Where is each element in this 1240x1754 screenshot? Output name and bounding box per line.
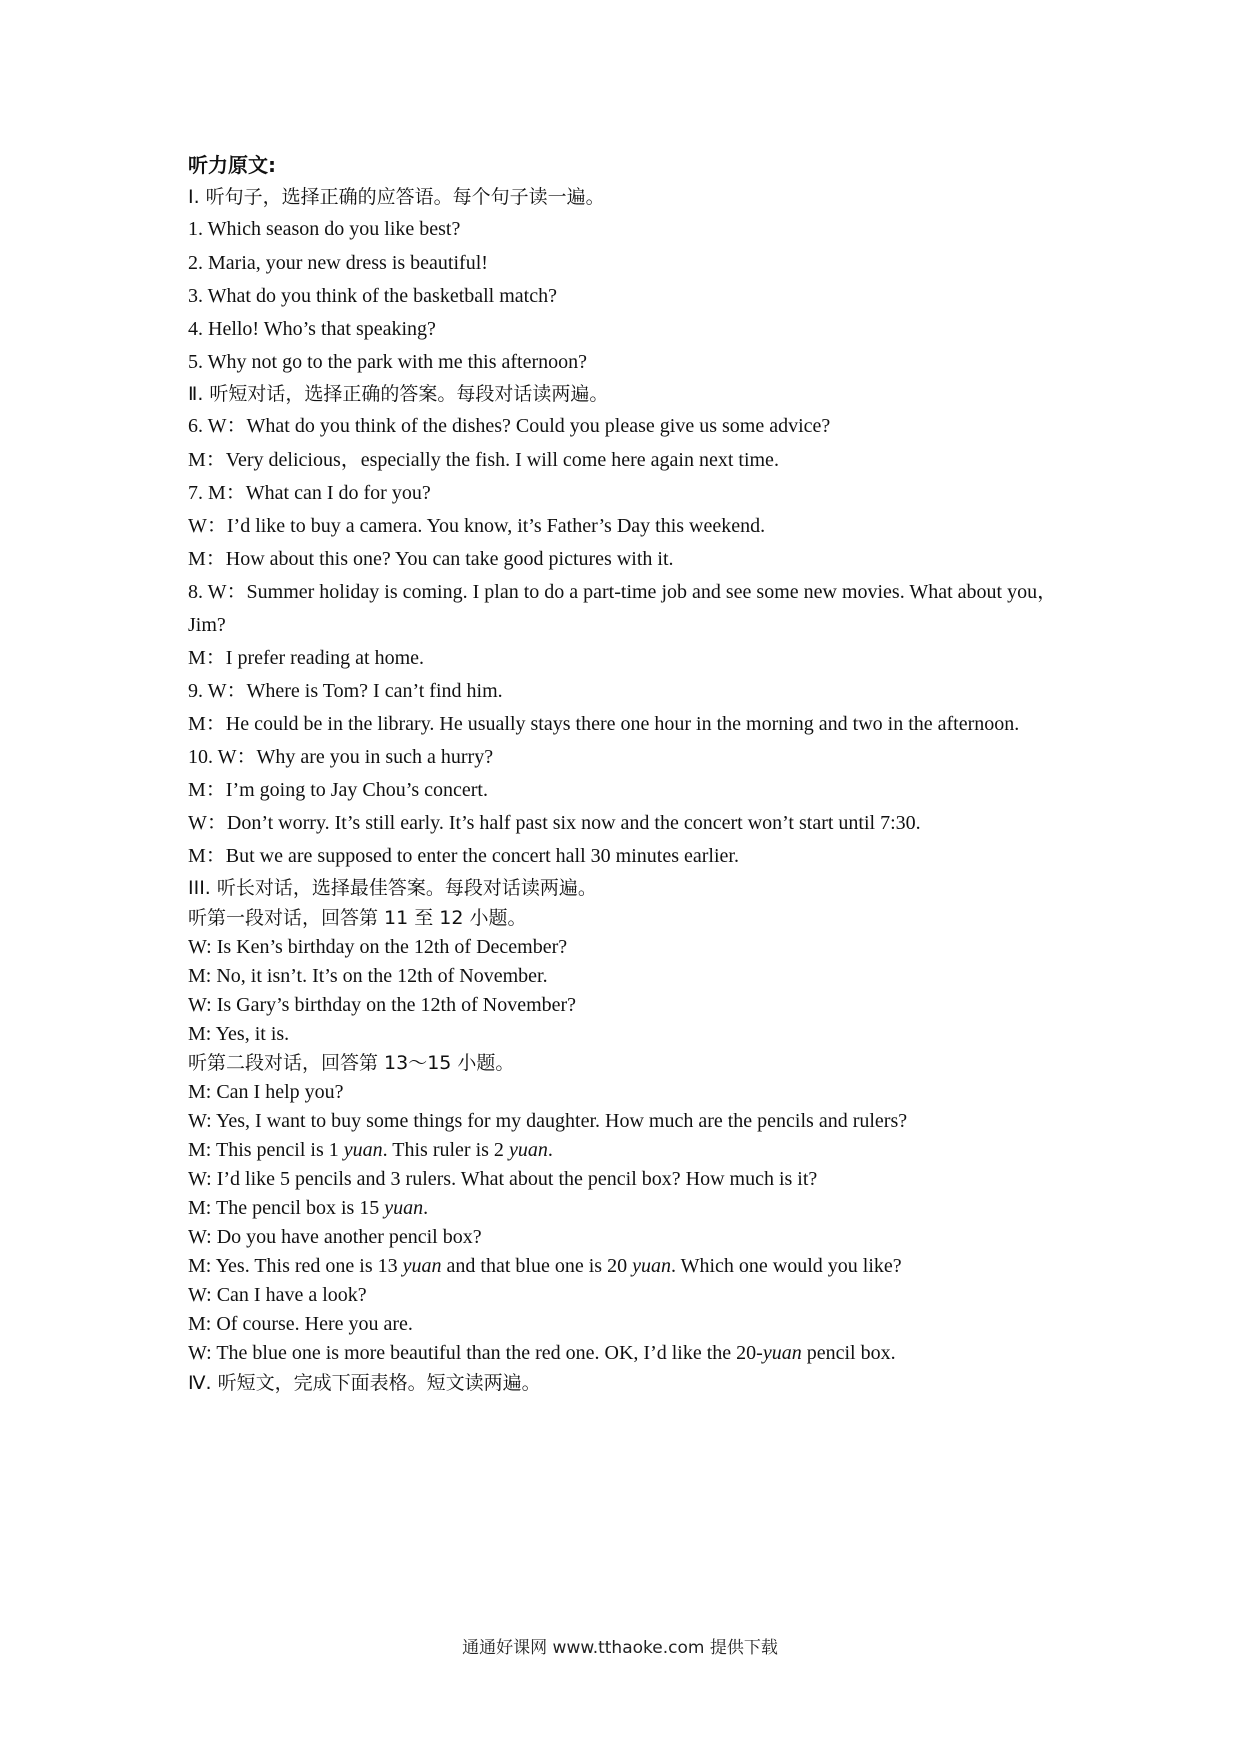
question-line: 4. Hello! Who’s that speaking?	[188, 318, 436, 340]
dialog-line: W: Can I have a look?	[188, 1284, 367, 1306]
section-4	[188, 1368, 1068, 1398]
dialog-line: M: Of course. Here you are.	[188, 1313, 413, 1335]
dialog-line: M：How about this one? You can take good pictures with it.	[188, 548, 674, 570]
dialog-line: 6. W：What do you think of the dishes? Could you please give us some advice?	[188, 415, 831, 437]
question-line: 1. Which season do you like best?	[188, 218, 461, 240]
dialog-line: W: Is Ken’s birthday on the 12th of December?	[188, 936, 568, 958]
dialog-line	[188, 1252, 1068, 1281]
footer-watermark: 通通好课网 www.tthaoke.com 提供下载	[462, 1638, 778, 1658]
dialog-line	[188, 1339, 1068, 1368]
dialog-line: M：But we are supposed to enter the concert hall 30 minutes earlier.	[188, 845, 739, 867]
dialog-line: M: Can I help you?	[188, 1081, 344, 1103]
currency-word: yuan	[762, 1342, 802, 1364]
currency-word: yuan	[402, 1255, 442, 1277]
section-title: Ⅱ. 听短对话，选择正确的答案。每段对话读两遍。	[188, 383, 609, 405]
transcript-body	[188, 148, 1068, 1398]
dialog-line: W: Yes, I want to buy some things for my daughter. How much are the pencils and rulers?	[188, 1110, 908, 1132]
dialog-text: W: The blue one is more beautiful than the red one. OK, I’d like the 20-	[188, 1342, 763, 1364]
section-title: I. 听句子，选择正确的应答语。每个句子读一遍。	[188, 186, 605, 208]
dialog-line: M：I’m going to Jay Chou’s concert.	[188, 779, 488, 801]
question-line: 2. Maria, your new dress is beautiful!	[188, 252, 488, 274]
dialog-line: M: No, it isn’t. It’s on the 12th of November.	[188, 965, 548, 987]
dialog-line: M: Yes, it is.	[188, 1023, 290, 1045]
dialog-line: W: Is Gary’s birthday on the 12th of November?	[188, 994, 577, 1016]
dialog-line: 10. W：Why are you in such a hurry?	[188, 746, 494, 768]
dialog-line: M：He could be in the library. He usually stays there one hour in the morning and two in the afternoon.	[188, 713, 1020, 735]
dialog-line: W: Do you have another pencil box?	[188, 1226, 482, 1248]
dialog-text: .	[423, 1197, 429, 1219]
dialog-line: M：Very delicious，especially the fish. I will come here again next time.	[188, 449, 779, 471]
section-title: III. 听长对话，选择最佳答案。每段对话读两遍。	[188, 877, 597, 899]
dialog-1	[188, 933, 1068, 1049]
dialog-text: . This ruler is 2	[382, 1139, 509, 1161]
section-1	[188, 182, 1068, 379]
dialog-instruction: 听第二段对话，回答第 13～15 小题。	[188, 1052, 515, 1074]
dialog-line: 7. M：What can I do for you?	[188, 482, 431, 504]
currency-word: yuan	[632, 1255, 671, 1277]
dialog-text: pencil box.	[801, 1342, 896, 1364]
dialog-line: 9. W：Where is Tom? I can’t find him.	[188, 680, 503, 702]
section-3	[188, 873, 1068, 1368]
dialog-text: M: The pencil box is 15	[188, 1197, 385, 1219]
currency-word: yuan	[384, 1197, 424, 1219]
dialog-line: M：I prefer reading at home.	[188, 647, 425, 669]
dialog-instruction: 听第一段对话，回答第 11 至 12 小题。	[188, 907, 527, 929]
dialog-line	[188, 1136, 1068, 1165]
dialog-line: W: I’d like 5 pencils and 3 rulers. What about the pencil box? How much is it?	[188, 1168, 818, 1190]
dialog-text: .	[547, 1139, 553, 1161]
dialog-text: M: Yes. This red one is 13	[188, 1255, 403, 1277]
page-heading: 听力原文:	[188, 153, 276, 177]
section-2	[188, 379, 1068, 873]
dialog-line: 8. W：Summer holiday is coming. I plan to do a part-time job and see some new movies. What about you，Jim?	[188, 581, 1058, 636]
currency-word: yuan	[343, 1139, 383, 1161]
dialog-text: . Which one would you like?	[670, 1255, 902, 1277]
dialog-line: W：Don’t worry. It’s still early. It’s half past six now and the concert won’t start until 7:30.	[188, 812, 921, 834]
section-title: Ⅳ. 听短文，完成下面表格。短文读两遍。	[188, 1372, 541, 1394]
dialog-text: and that blue one is 20	[441, 1255, 633, 1277]
dialog-text: M: This pencil is 1	[188, 1139, 344, 1161]
dialog-line	[188, 1194, 1068, 1223]
dialog-2	[188, 1078, 1068, 1368]
question-line: 5. Why not go to the park with me this afternoon?	[188, 351, 587, 373]
currency-word: yuan	[508, 1139, 548, 1161]
dialog-line: W：I’d like to buy a camera. You know, it’s Father’s Day this weekend.	[188, 515, 766, 537]
question-line: 3. What do you think of the basketball match?	[188, 285, 557, 307]
